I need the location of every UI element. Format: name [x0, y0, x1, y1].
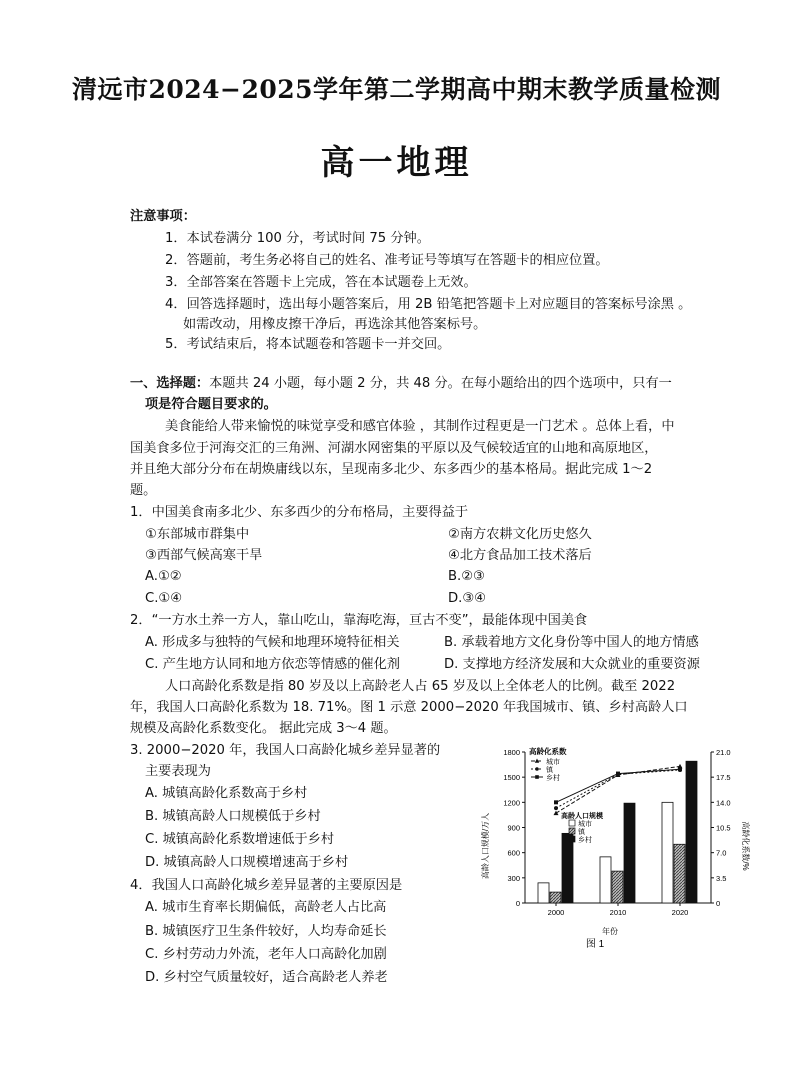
chart-svg — [475, 738, 750, 950]
x-axis-label: 年份 — [602, 927, 618, 936]
q3-option-b: B. 城镇高龄人口规模低于乡村 — [145, 809, 321, 824]
y-tick-label-left: 600 — [507, 848, 520, 858]
notice-item: 1．本试卷满分 100 分，考试时间 75 分钟。 — [165, 231, 430, 246]
q2-option-a: A. 形成多与独特的气候和地理环境特征相关 — [145, 635, 400, 650]
q1-option-b: B.②③ — [448, 569, 485, 584]
y-tick-label-right: 3.5 — [716, 873, 727, 883]
q3-option-c: C. 城镇高龄化系数增速低于乡村 — [145, 832, 335, 847]
y-tick-label-left: 1200 — [503, 798, 520, 808]
notice-item: 如需改动，用橡皮擦干净后，再选涂其他答案标号。 — [183, 317, 487, 332]
x-tick-label: 2000 — [547, 908, 565, 917]
figure-caption: 图 1 — [585, 939, 605, 950]
y-tick-label-right: 14.0 — [716, 798, 731, 808]
exam-title: 清远市2024−2025学年第二学期高中期末教学质量检测 — [71, 75, 722, 104]
bar-0-2 — [662, 802, 673, 903]
q1-stem: 1．中国美食南多北少、东多西少的分布格局，主要得益于 — [130, 505, 469, 520]
legend-bar-swatch — [569, 836, 575, 842]
legend-bar-swatch — [569, 828, 575, 834]
q1-statement: ④北方食品加工技术落后 — [448, 548, 592, 563]
line-point-0-0 — [554, 811, 559, 816]
notice-item: 5．考试结束后，将本试题卷和答题卡一并交回。 — [165, 337, 451, 352]
bar-0-1 — [600, 857, 611, 903]
bar-1-2 — [674, 844, 685, 903]
q4-option-d: D. 乡村空气质量较好，适合高龄老人养老 — [145, 970, 388, 985]
bar-2-2 — [686, 761, 697, 903]
line-point-1-0 — [554, 806, 558, 810]
y-tick-label-right: 17.5 — [716, 773, 731, 783]
bar-2-1 — [624, 803, 635, 903]
notice-item: 3．全部答案在答题卡上完成，答在本试题卷上无效。 — [165, 275, 477, 290]
y-tick-label-left: 1500 — [503, 773, 520, 783]
passage2-line: 人口高龄化系数是指 80 岁及以上高龄老人占 65 岁及以上全体老人的比例。截至 2022 — [165, 679, 676, 694]
bar-1-0 — [550, 892, 561, 903]
passage2-line: 规模及高龄化系数变化。 据此完成 3～4 题。 — [130, 721, 397, 736]
y-tick-label-right: 10.5 — [716, 823, 731, 833]
notice-heading: 注意事项： — [130, 209, 196, 224]
y-axis-label-left: 高龄人口规模/万人 — [481, 812, 490, 880]
section-intro — [130, 373, 672, 394]
legend-line-label: 乡村 — [546, 775, 560, 782]
x-tick-label: 2020 — [671, 908, 689, 917]
y-axis-label-right: 高龄化系数/% — [741, 821, 750, 871]
legend-line-marker — [535, 767, 539, 771]
bar-1-1 — [612, 871, 623, 903]
bar-0-0 — [538, 883, 549, 903]
section-intro-cont: 项是符合题目要求的。 — [145, 397, 277, 412]
legend-title-bars: 高龄人口规模 — [561, 813, 603, 820]
legend-line-label: 城市 — [546, 759, 560, 766]
q3-stem-cont: 主要表现为 — [145, 764, 211, 779]
x-tick-label: 2010 — [609, 908, 627, 917]
q1-statement: ①东部城市群集中 — [145, 527, 250, 542]
q2-stem: 2．“一方水土养一方人，靠山吃山，靠海吃海，亘古不变”，最能体现中国美食 — [130, 613, 588, 628]
y-tick-label-right: 0 — [716, 899, 721, 908]
chart-legend — [529, 746, 604, 844]
line-point-2-2 — [678, 767, 682, 771]
line-point-2-0 — [554, 800, 558, 804]
passage2-line: 年，我国人口高龄化系数为 18. 71%。图 1 示意 2000−2020 年我国城市、镇、乡村高龄人口 — [130, 700, 688, 715]
subject-title: 高一地理 — [320, 143, 473, 183]
q4-option-a: A. 城市生育率长期偏低，高龄老人占比高 — [145, 900, 387, 915]
y-tick-label-left: 0 — [515, 899, 520, 908]
legend-bar-label: 城市 — [578, 821, 592, 828]
q1-option-d: D.③④ — [448, 591, 486, 606]
passage1-line: 美食能给人带来愉悦的味觉享受和感官体验 ，其制作过程更是一门艺术 。总体上看，中 — [165, 419, 675, 434]
q1-statement: ③西部气候高寒干旱 — [145, 548, 263, 563]
q2-option-d: D. 支撑地方经济发展和大众就业的重要资源 — [444, 657, 700, 672]
y-tick-label-right: 7.0 — [716, 848, 727, 858]
q1-option-c: C.①④ — [145, 591, 183, 606]
notice-item: 4．回答选择题时，选出每小题答案后，用 2B 铅笔把答题卡上对应题目的答案标号涂黑 。 — [165, 297, 692, 312]
section-label: 一、选择题： — [130, 376, 210, 391]
y-tick-label-left: 1800 — [503, 748, 520, 757]
legend-bar-label: 乡村 — [578, 837, 592, 844]
section-instructions: 本题共 24 小题，每小题 2 分，共 48 分。在每小题给出的四个选项中，只有一 — [209, 376, 672, 391]
legend-line-marker — [535, 775, 539, 779]
passage1-line: 并且绝大部分分布在胡焕庸线以东，呈现南多北少、东多西少的基本格局。据此完成 1～2 — [130, 462, 653, 477]
q3-option-d: D. 城镇高龄人口规模增速高于乡村 — [145, 855, 349, 870]
legend-bar-label: 镇 — [578, 829, 585, 836]
passage1-line: 国美食多位于河海交汇的三角洲、河湖水网密集的平原以及气候较适宜的山地和高原地区， — [130, 441, 658, 456]
legend-title-lines: 高龄化系数 — [529, 747, 567, 756]
q4-option-b: B. 城镇医疗卫生条件较好，人均寿命延长 — [145, 924, 387, 939]
notice-item: 2．答题前，考生务必将自己的姓名、准考证号等填写在答题卡的相应位置。 — [165, 253, 609, 268]
q4-stem: 4．我国人口高龄化城乡差异显著的主要原因是 — [130, 878, 403, 893]
line-point-2-1 — [616, 772, 620, 776]
passage1-line: 题。 — [130, 483, 157, 498]
q2-option-b: B. 承载着地方文化身份等中国人的地方情感 — [444, 635, 699, 650]
y-tick-label-left: 300 — [507, 873, 520, 883]
y-tick-label-right: 21.0 — [716, 748, 731, 757]
q1-statement: ②南方农耕文化历史悠久 — [448, 527, 592, 542]
legend-line-label: 镇 — [546, 767, 553, 774]
q1-option-a: A.①② — [145, 569, 182, 584]
chart-bars — [538, 761, 697, 903]
q2-option-c: C. 产生地方认同和地方依恋等情感的催化剂 — [145, 657, 400, 672]
legend-bar-swatch — [569, 820, 575, 826]
figure-1 — [475, 738, 750, 950]
y-tick-label-left: 900 — [507, 823, 520, 833]
q3-stem: 3. 2000−2020 年，我国人口高龄化城乡差异显著的 — [130, 743, 441, 758]
q4-option-c: C. 乡村劳动力外流，老年人口高龄化加剧 — [145, 947, 387, 962]
bar-2-0 — [562, 833, 573, 903]
q3-option-a: A. 城镇高龄化系数高于乡村 — [145, 786, 308, 801]
